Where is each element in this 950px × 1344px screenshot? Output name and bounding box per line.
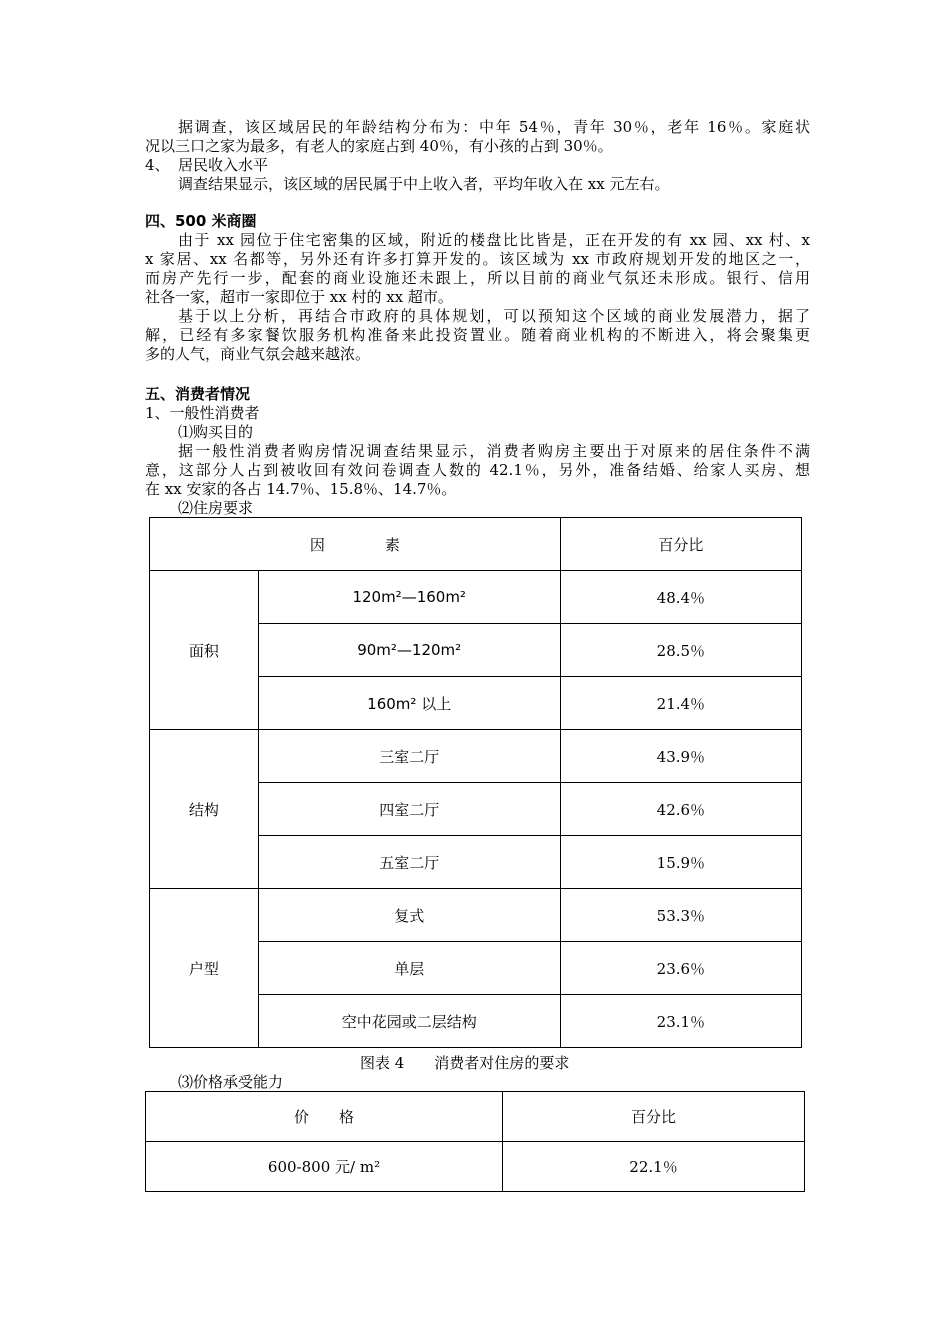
percent-cell: 43.9％ [560,730,801,783]
purpose-paragraph-line: 据一般性消费者购房情况调查结果显示，消费者购房主要出于对原来的居住条件不满 [178,442,810,460]
section-4-paragraph-line: 由于 xx 园位于住宅密集的区域，附近的楼盘比比皆是，正在开发的有 xx 园、xx 村、x [178,231,810,249]
section-4-paragraph-line: 多的人气，商业气氛会越来越浓。 [145,345,371,363]
item-cell: 三室二厅 [258,730,560,783]
section-5-heading: 五、消费者情况 [145,385,251,403]
section-4-paragraph-line: 社各一家，超市一家即位于 xx 村的 xx 超市。 [145,288,453,306]
group-label: 户型 [150,889,259,1048]
percent-cell: 23.6％ [560,942,801,995]
age-paragraph-line: 况以三口之家为最多，有老人的家庭占到 40％，有小孩的占到 30％。 [145,137,613,155]
age-paragraph-line: 据调查，该区域居民的年龄结构分布为：中年 54％，青年 30％，老年 16％。家庭状 [178,118,810,136]
section-4-heading: 四、500 米商圈 [145,212,257,230]
header-percent: 百分比 [503,1092,805,1142]
item-cell: 120m²—160m² [258,571,560,624]
housing-heading: ⑵住房要求 [178,499,254,517]
percent-cell: 23.1％ [560,995,801,1048]
percent-cell: 22.1％ [503,1142,805,1192]
table-row [150,889,802,942]
item-cell: 五室二厅 [258,836,560,889]
item-cell: 单层 [258,942,560,995]
header-percent: 百分比 [560,518,801,571]
group-label: 面积 [150,571,259,730]
item-cell: 空中花园或二层结构 [258,995,560,1048]
item-cell: 160m² 以上 [258,677,560,730]
price-cell: 600-800 元/ m² [146,1142,503,1192]
table-row [150,571,802,624]
table-row [146,1142,805,1192]
percent-cell: 21.4％ [560,677,801,730]
item-cell: 90m²—120m² [258,624,560,677]
item-cell: 四室二厅 [258,783,560,836]
table-header-row [150,518,802,571]
list-number: 4、 [145,156,170,174]
purpose-paragraph-line: 在 xx 安家的各占 14.7％、15.8％、14.7％。 [145,480,457,498]
housing-requirements-table [149,517,802,1048]
item-cell: 复式 [258,889,560,942]
group-label: 结构 [150,730,259,889]
percent-cell: 48.4％ [560,571,801,624]
subsection-heading: 1、一般性消费者 [145,404,260,422]
header-factor: 因 素 [150,518,561,571]
section-4-paragraph-line: 解，已经有多家餐饮服务机构准备来此投资置业。随着商业机构的不断进入，将会聚集更 [145,326,810,344]
percent-cell: 42.6％ [560,783,801,836]
header-price: 价 格 [146,1092,503,1142]
section-4-paragraph-line: x 家居、xx 名都等，另外还有许多打算开发的。该区域为 xx 市政府规划开发的地区之一， [145,250,810,268]
price-tolerance-table [145,1091,805,1192]
table-header-row [146,1092,805,1142]
section-4-paragraph-line: 基于以上分析，再结合市政府的具体规划，可以预知这个区域的商业发展潜力，据了 [178,307,810,325]
percent-cell: 15.9％ [560,836,801,889]
purpose-heading: ⑴购买目的 [178,423,254,441]
income-heading: 居民收入水平 [178,156,269,174]
price-heading: ⑶价格承受能力 [178,1073,284,1091]
income-paragraph: 调查结果显示，该区域的居民属于中上收入者，平均年收入在 xx 元左右。 [178,175,670,193]
percent-cell: 53.3％ [560,889,801,942]
table-caption: 图表 4 消费者对住房的要求 [360,1054,570,1072]
table-row [150,730,802,783]
section-4-paragraph-line: 而房产先行一步，配套的商业设施还未跟上，所以目前的商业气氛还未形成。银行、信用 [145,269,810,287]
purpose-paragraph-line: 意，这部分人占到被收回有效问卷调查人数的 42.1％，另外，准备结婚、给家人买房、想 [145,461,810,479]
percent-cell: 28.5％ [560,624,801,677]
